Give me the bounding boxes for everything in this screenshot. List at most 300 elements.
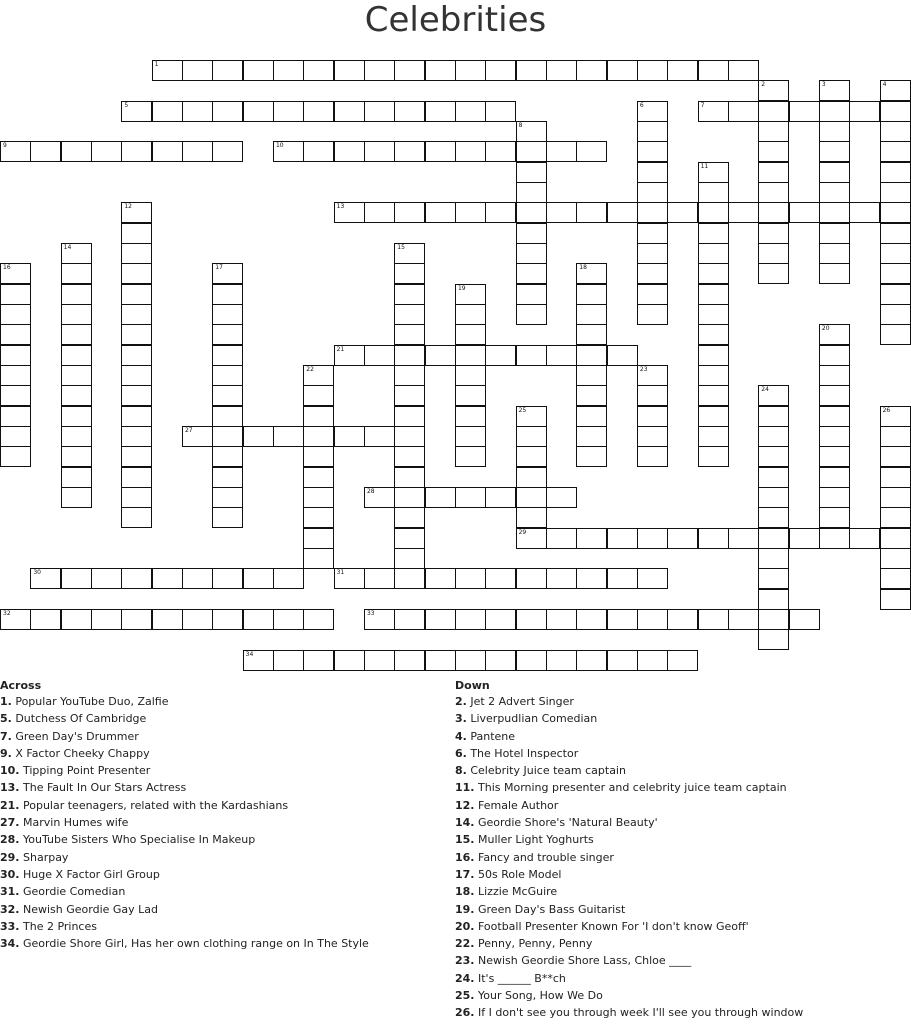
grid-cell[interactable] <box>152 141 183 162</box>
grid-cell[interactable] <box>455 304 486 325</box>
grid-cell[interactable] <box>394 202 425 223</box>
grid-cell[interactable] <box>425 202 456 223</box>
grid-cell[interactable] <box>667 609 698 630</box>
grid-cell[interactable] <box>303 507 334 528</box>
grid-cell[interactable] <box>880 80 911 101</box>
grid-cell[interactable] <box>91 568 122 589</box>
grid-cell[interactable] <box>728 609 759 630</box>
grid-cell[interactable] <box>576 263 607 284</box>
grid-cell[interactable] <box>576 141 607 162</box>
grid-cell[interactable] <box>698 223 729 244</box>
grid-cell[interactable] <box>455 101 486 122</box>
grid-cell[interactable] <box>607 650 638 671</box>
grid-cell[interactable] <box>455 60 486 81</box>
grid-cell[interactable] <box>758 263 789 284</box>
grid-cell[interactable] <box>303 446 334 467</box>
grid-cell[interactable] <box>364 568 395 589</box>
grid-cell[interactable] <box>121 406 152 427</box>
grid-cell[interactable] <box>728 60 759 81</box>
grid-cell[interactable] <box>243 650 274 671</box>
grid-cell[interactable] <box>819 426 850 447</box>
grid-cell[interactable] <box>607 528 638 549</box>
grid-cell[interactable] <box>212 263 243 284</box>
grid-cell[interactable] <box>880 182 911 203</box>
grid-cell[interactable] <box>30 609 61 630</box>
grid-cell[interactable] <box>425 101 456 122</box>
grid-cell[interactable] <box>880 568 911 589</box>
grid-cell[interactable] <box>667 202 698 223</box>
grid-cell[interactable] <box>394 467 425 488</box>
grid-cell[interactable] <box>455 650 486 671</box>
grid-cell[interactable] <box>455 609 486 630</box>
grid-cell[interactable] <box>212 365 243 386</box>
grid-cell[interactable] <box>121 263 152 284</box>
grid-cell[interactable] <box>698 385 729 406</box>
grid-cell[interactable] <box>61 568 92 589</box>
grid-cell[interactable] <box>0 304 31 325</box>
grid-cell[interactable] <box>364 426 395 447</box>
grid-cell[interactable] <box>576 650 607 671</box>
grid-cell[interactable] <box>546 487 577 508</box>
grid-cell[interactable] <box>576 304 607 325</box>
grid-cell[interactable] <box>546 528 577 549</box>
grid-cell[interactable] <box>152 101 183 122</box>
grid-cell[interactable] <box>121 202 152 223</box>
grid-cell[interactable] <box>637 223 668 244</box>
grid-cell[interactable] <box>728 202 759 223</box>
grid-cell[interactable] <box>394 650 425 671</box>
grid-cell[interactable] <box>819 263 850 284</box>
grid-cell[interactable] <box>243 101 274 122</box>
grid-cell[interactable] <box>121 507 152 528</box>
grid-cell[interactable] <box>880 202 911 223</box>
grid-cell[interactable] <box>394 365 425 386</box>
grid-cell[interactable] <box>394 406 425 427</box>
grid-cell[interactable] <box>425 568 456 589</box>
grid-cell[interactable] <box>455 141 486 162</box>
grid-cell[interactable] <box>728 101 759 122</box>
grid-cell[interactable] <box>334 141 365 162</box>
grid-cell[interactable] <box>91 141 122 162</box>
grid-cell[interactable] <box>455 385 486 406</box>
grid-cell[interactable] <box>758 548 789 569</box>
grid-cell[interactable] <box>637 60 668 81</box>
grid-cell[interactable] <box>212 426 243 447</box>
grid-cell[interactable] <box>364 487 395 508</box>
grid-cell[interactable] <box>485 60 516 81</box>
grid-cell[interactable] <box>303 60 334 81</box>
grid-cell[interactable] <box>546 141 577 162</box>
grid-cell[interactable] <box>637 365 668 386</box>
grid-cell[interactable] <box>394 101 425 122</box>
grid-cell[interactable] <box>425 650 456 671</box>
grid-cell[interactable] <box>516 467 547 488</box>
grid-cell[interactable] <box>516 345 547 366</box>
grid-cell[interactable] <box>334 568 365 589</box>
grid-cell[interactable] <box>516 304 547 325</box>
grid-cell[interactable] <box>30 141 61 162</box>
grid-cell[interactable] <box>880 548 911 569</box>
grid-cell[interactable] <box>576 284 607 305</box>
grid-cell[interactable] <box>303 548 334 569</box>
grid-cell[interactable] <box>212 324 243 345</box>
grid-cell[interactable] <box>152 60 183 81</box>
grid-cell[interactable] <box>121 487 152 508</box>
grid-cell[interactable] <box>758 487 789 508</box>
grid-cell[interactable] <box>819 487 850 508</box>
grid-cell[interactable] <box>0 345 31 366</box>
grid-cell[interactable] <box>576 385 607 406</box>
grid-cell[interactable] <box>394 446 425 467</box>
grid-cell[interactable] <box>516 141 547 162</box>
grid-cell[interactable] <box>516 121 547 142</box>
grid-cell[interactable] <box>516 202 547 223</box>
grid-cell[interactable] <box>212 345 243 366</box>
grid-cell[interactable] <box>576 446 607 467</box>
grid-cell[interactable] <box>819 324 850 345</box>
grid-cell[interactable] <box>61 487 92 508</box>
grid-cell[interactable] <box>273 101 304 122</box>
grid-cell[interactable] <box>637 426 668 447</box>
grid-cell[interactable] <box>758 426 789 447</box>
grid-cell[interactable] <box>121 568 152 589</box>
grid-cell[interactable] <box>273 60 304 81</box>
grid-cell[interactable] <box>758 406 789 427</box>
grid-cell[interactable] <box>61 406 92 427</box>
grid-cell[interactable] <box>758 101 789 122</box>
grid-cell[interactable] <box>455 345 486 366</box>
grid-cell[interactable] <box>61 365 92 386</box>
grid-cell[interactable] <box>819 345 850 366</box>
grid-cell[interactable] <box>637 568 668 589</box>
grid-cell[interactable] <box>516 650 547 671</box>
grid-cell[interactable] <box>758 121 789 142</box>
grid-cell[interactable] <box>758 629 789 650</box>
grid-cell[interactable] <box>364 650 395 671</box>
grid-cell[interactable] <box>546 568 577 589</box>
grid-cell[interactable] <box>394 487 425 508</box>
grid-cell[interactable] <box>212 467 243 488</box>
grid-cell[interactable] <box>698 101 729 122</box>
grid-cell[interactable] <box>637 284 668 305</box>
grid-cell[interactable] <box>516 182 547 203</box>
grid-cell[interactable] <box>880 304 911 325</box>
grid-cell[interactable] <box>0 263 31 284</box>
grid-cell[interactable] <box>61 243 92 264</box>
grid-cell[interactable] <box>121 609 152 630</box>
grid-cell[interactable] <box>425 609 456 630</box>
grid-cell[interactable] <box>394 568 425 589</box>
grid-cell[interactable] <box>758 467 789 488</box>
grid-cell[interactable] <box>576 609 607 630</box>
grid-cell[interactable] <box>516 528 547 549</box>
grid-cell[interactable] <box>516 446 547 467</box>
grid-cell[interactable] <box>212 487 243 508</box>
grid-cell[interactable] <box>789 528 820 549</box>
grid-cell[interactable] <box>425 345 456 366</box>
grid-cell[interactable] <box>121 223 152 244</box>
grid-cell[interactable] <box>303 426 334 447</box>
grid-cell[interactable] <box>455 487 486 508</box>
grid-cell[interactable] <box>789 202 820 223</box>
grid-cell[interactable] <box>880 507 911 528</box>
grid-cell[interactable] <box>880 162 911 183</box>
grid-cell[interactable] <box>880 284 911 305</box>
grid-cell[interactable] <box>212 406 243 427</box>
grid-cell[interactable] <box>546 60 577 81</box>
grid-cell[interactable] <box>576 568 607 589</box>
grid-cell[interactable] <box>364 101 395 122</box>
grid-cell[interactable] <box>0 406 31 427</box>
grid-cell[interactable] <box>637 101 668 122</box>
grid-cell[interactable] <box>0 446 31 467</box>
grid-cell[interactable] <box>212 609 243 630</box>
grid-cell[interactable] <box>212 304 243 325</box>
grid-cell[interactable] <box>546 202 577 223</box>
grid-cell[interactable] <box>0 284 31 305</box>
grid-cell[interactable] <box>485 345 516 366</box>
grid-cell[interactable] <box>455 406 486 427</box>
grid-cell[interactable] <box>849 101 880 122</box>
grid-cell[interactable] <box>273 141 304 162</box>
grid-cell[interactable] <box>394 243 425 264</box>
grid-cell[interactable] <box>0 609 31 630</box>
grid-cell[interactable] <box>880 528 911 549</box>
grid-cell[interactable] <box>364 202 395 223</box>
grid-cell[interactable] <box>607 202 638 223</box>
grid-cell[interactable] <box>394 284 425 305</box>
grid-cell[interactable] <box>121 101 152 122</box>
grid-cell[interactable] <box>121 385 152 406</box>
grid-cell[interactable] <box>789 609 820 630</box>
grid-cell[interactable] <box>485 202 516 223</box>
grid-cell[interactable] <box>516 284 547 305</box>
grid-cell[interactable] <box>819 80 850 101</box>
grid-cell[interactable] <box>637 304 668 325</box>
grid-cell[interactable] <box>273 609 304 630</box>
grid-cell[interactable] <box>758 568 789 589</box>
grid-cell[interactable] <box>819 507 850 528</box>
grid-cell[interactable] <box>425 487 456 508</box>
grid-cell[interactable] <box>212 141 243 162</box>
grid-cell[interactable] <box>698 406 729 427</box>
grid-cell[interactable] <box>576 60 607 81</box>
grid-cell[interactable] <box>880 223 911 244</box>
grid-cell[interactable] <box>334 202 365 223</box>
grid-cell[interactable] <box>334 101 365 122</box>
grid-cell[interactable] <box>698 609 729 630</box>
grid-cell[interactable] <box>667 650 698 671</box>
grid-cell[interactable] <box>0 385 31 406</box>
grid-cell[interactable] <box>637 650 668 671</box>
grid-cell[interactable] <box>394 426 425 447</box>
grid-cell[interactable] <box>455 568 486 589</box>
grid-cell[interactable] <box>485 568 516 589</box>
grid-cell[interactable] <box>758 589 789 610</box>
grid-cell[interactable] <box>303 487 334 508</box>
grid-cell[interactable] <box>0 324 31 345</box>
grid-cell[interactable] <box>758 385 789 406</box>
grid-cell[interactable] <box>880 243 911 264</box>
grid-cell[interactable] <box>394 385 425 406</box>
grid-cell[interactable] <box>303 650 334 671</box>
grid-cell[interactable] <box>758 446 789 467</box>
grid-cell[interactable] <box>61 446 92 467</box>
grid-cell[interactable] <box>364 141 395 162</box>
grid-cell[interactable] <box>698 528 729 549</box>
grid-cell[interactable] <box>698 202 729 223</box>
grid-cell[interactable] <box>637 385 668 406</box>
grid-cell[interactable] <box>576 345 607 366</box>
grid-cell[interactable] <box>758 609 789 630</box>
grid-cell[interactable] <box>819 101 850 122</box>
grid-cell[interactable] <box>394 141 425 162</box>
grid-cell[interactable] <box>61 324 92 345</box>
grid-cell[interactable] <box>819 121 850 142</box>
grid-cell[interactable] <box>364 345 395 366</box>
grid-cell[interactable] <box>303 141 334 162</box>
grid-cell[interactable] <box>576 406 607 427</box>
grid-cell[interactable] <box>637 162 668 183</box>
grid-cell[interactable] <box>880 589 911 610</box>
grid-cell[interactable] <box>576 426 607 447</box>
grid-cell[interactable] <box>698 324 729 345</box>
grid-cell[interactable] <box>576 365 607 386</box>
grid-cell[interactable] <box>61 345 92 366</box>
grid-cell[interactable] <box>425 60 456 81</box>
grid-cell[interactable] <box>61 284 92 305</box>
grid-cell[interactable] <box>819 446 850 467</box>
grid-cell[interactable] <box>637 141 668 162</box>
grid-cell[interactable] <box>849 528 880 549</box>
grid-cell[interactable] <box>61 263 92 284</box>
grid-cell[interactable] <box>819 223 850 244</box>
grid-cell[interactable] <box>637 406 668 427</box>
grid-cell[interactable] <box>698 345 729 366</box>
grid-cell[interactable] <box>819 243 850 264</box>
grid-cell[interactable] <box>303 385 334 406</box>
grid-cell[interactable] <box>819 182 850 203</box>
grid-cell[interactable] <box>243 568 274 589</box>
grid-cell[interactable] <box>637 263 668 284</box>
grid-cell[interactable] <box>394 324 425 345</box>
grid-cell[interactable] <box>121 304 152 325</box>
grid-cell[interactable] <box>516 487 547 508</box>
grid-cell[interactable] <box>0 141 31 162</box>
grid-cell[interactable] <box>334 345 365 366</box>
grid-cell[interactable] <box>182 426 213 447</box>
grid-cell[interactable] <box>758 182 789 203</box>
grid-cell[interactable] <box>455 202 486 223</box>
grid-cell[interactable] <box>546 650 577 671</box>
grid-cell[interactable] <box>152 568 183 589</box>
grid-cell[interactable] <box>61 467 92 488</box>
grid-cell[interactable] <box>485 650 516 671</box>
grid-cell[interactable] <box>698 284 729 305</box>
grid-cell[interactable] <box>819 162 850 183</box>
grid-cell[interactable] <box>880 426 911 447</box>
grid-cell[interactable] <box>334 60 365 81</box>
grid-cell[interactable] <box>607 609 638 630</box>
grid-cell[interactable] <box>121 467 152 488</box>
grid-cell[interactable] <box>607 60 638 81</box>
grid-cell[interactable] <box>880 487 911 508</box>
grid-cell[interactable] <box>394 304 425 325</box>
grid-cell[interactable] <box>303 101 334 122</box>
grid-cell[interactable] <box>455 284 486 305</box>
grid-cell[interactable] <box>121 284 152 305</box>
grid-cell[interactable] <box>182 568 213 589</box>
grid-cell[interactable] <box>455 365 486 386</box>
grid-cell[interactable] <box>394 507 425 528</box>
grid-cell[interactable] <box>121 324 152 345</box>
grid-cell[interactable] <box>819 202 850 223</box>
grid-cell[interactable] <box>273 650 304 671</box>
grid-cell[interactable] <box>880 121 911 142</box>
grid-cell[interactable] <box>516 568 547 589</box>
grid-cell[interactable] <box>698 446 729 467</box>
grid-cell[interactable] <box>303 609 334 630</box>
grid-cell[interactable] <box>364 60 395 81</box>
grid-cell[interactable] <box>0 365 31 386</box>
grid-cell[interactable] <box>91 609 122 630</box>
grid-cell[interactable] <box>182 141 213 162</box>
grid-cell[interactable] <box>819 406 850 427</box>
grid-cell[interactable] <box>455 324 486 345</box>
grid-cell[interactable] <box>394 263 425 284</box>
grid-cell[interactable] <box>849 202 880 223</box>
grid-cell[interactable] <box>637 182 668 203</box>
grid-cell[interactable] <box>303 406 334 427</box>
grid-cell[interactable] <box>364 609 395 630</box>
grid-cell[interactable] <box>121 243 152 264</box>
grid-cell[interactable] <box>637 202 668 223</box>
grid-cell[interactable] <box>212 446 243 467</box>
grid-cell[interactable] <box>182 60 213 81</box>
grid-cell[interactable] <box>607 345 638 366</box>
grid-cell[interactable] <box>819 528 850 549</box>
grid-cell[interactable] <box>758 202 789 223</box>
grid-cell[interactable] <box>243 426 274 447</box>
grid-cell[interactable] <box>637 243 668 264</box>
grid-cell[interactable] <box>121 365 152 386</box>
grid-cell[interactable] <box>303 528 334 549</box>
grid-cell[interactable] <box>243 609 274 630</box>
grid-cell[interactable] <box>576 528 607 549</box>
grid-cell[interactable] <box>61 141 92 162</box>
grid-cell[interactable] <box>789 101 820 122</box>
grid-cell[interactable] <box>212 60 243 81</box>
grid-cell[interactable] <box>516 243 547 264</box>
grid-cell[interactable] <box>819 365 850 386</box>
grid-cell[interactable] <box>485 141 516 162</box>
grid-cell[interactable] <box>61 385 92 406</box>
grid-cell[interactable] <box>546 609 577 630</box>
grid-cell[interactable] <box>758 162 789 183</box>
grid-cell[interactable] <box>121 141 152 162</box>
grid-cell[interactable] <box>61 304 92 325</box>
grid-cell[interactable] <box>394 548 425 569</box>
grid-cell[interactable] <box>30 568 61 589</box>
grid-cell[interactable] <box>880 101 911 122</box>
grid-cell[interactable] <box>576 202 607 223</box>
grid-cell[interactable] <box>637 609 668 630</box>
grid-cell[interactable] <box>819 467 850 488</box>
grid-cell[interactable] <box>698 243 729 264</box>
grid-cell[interactable] <box>0 426 31 447</box>
grid-cell[interactable] <box>698 162 729 183</box>
grid-cell[interactable] <box>698 60 729 81</box>
